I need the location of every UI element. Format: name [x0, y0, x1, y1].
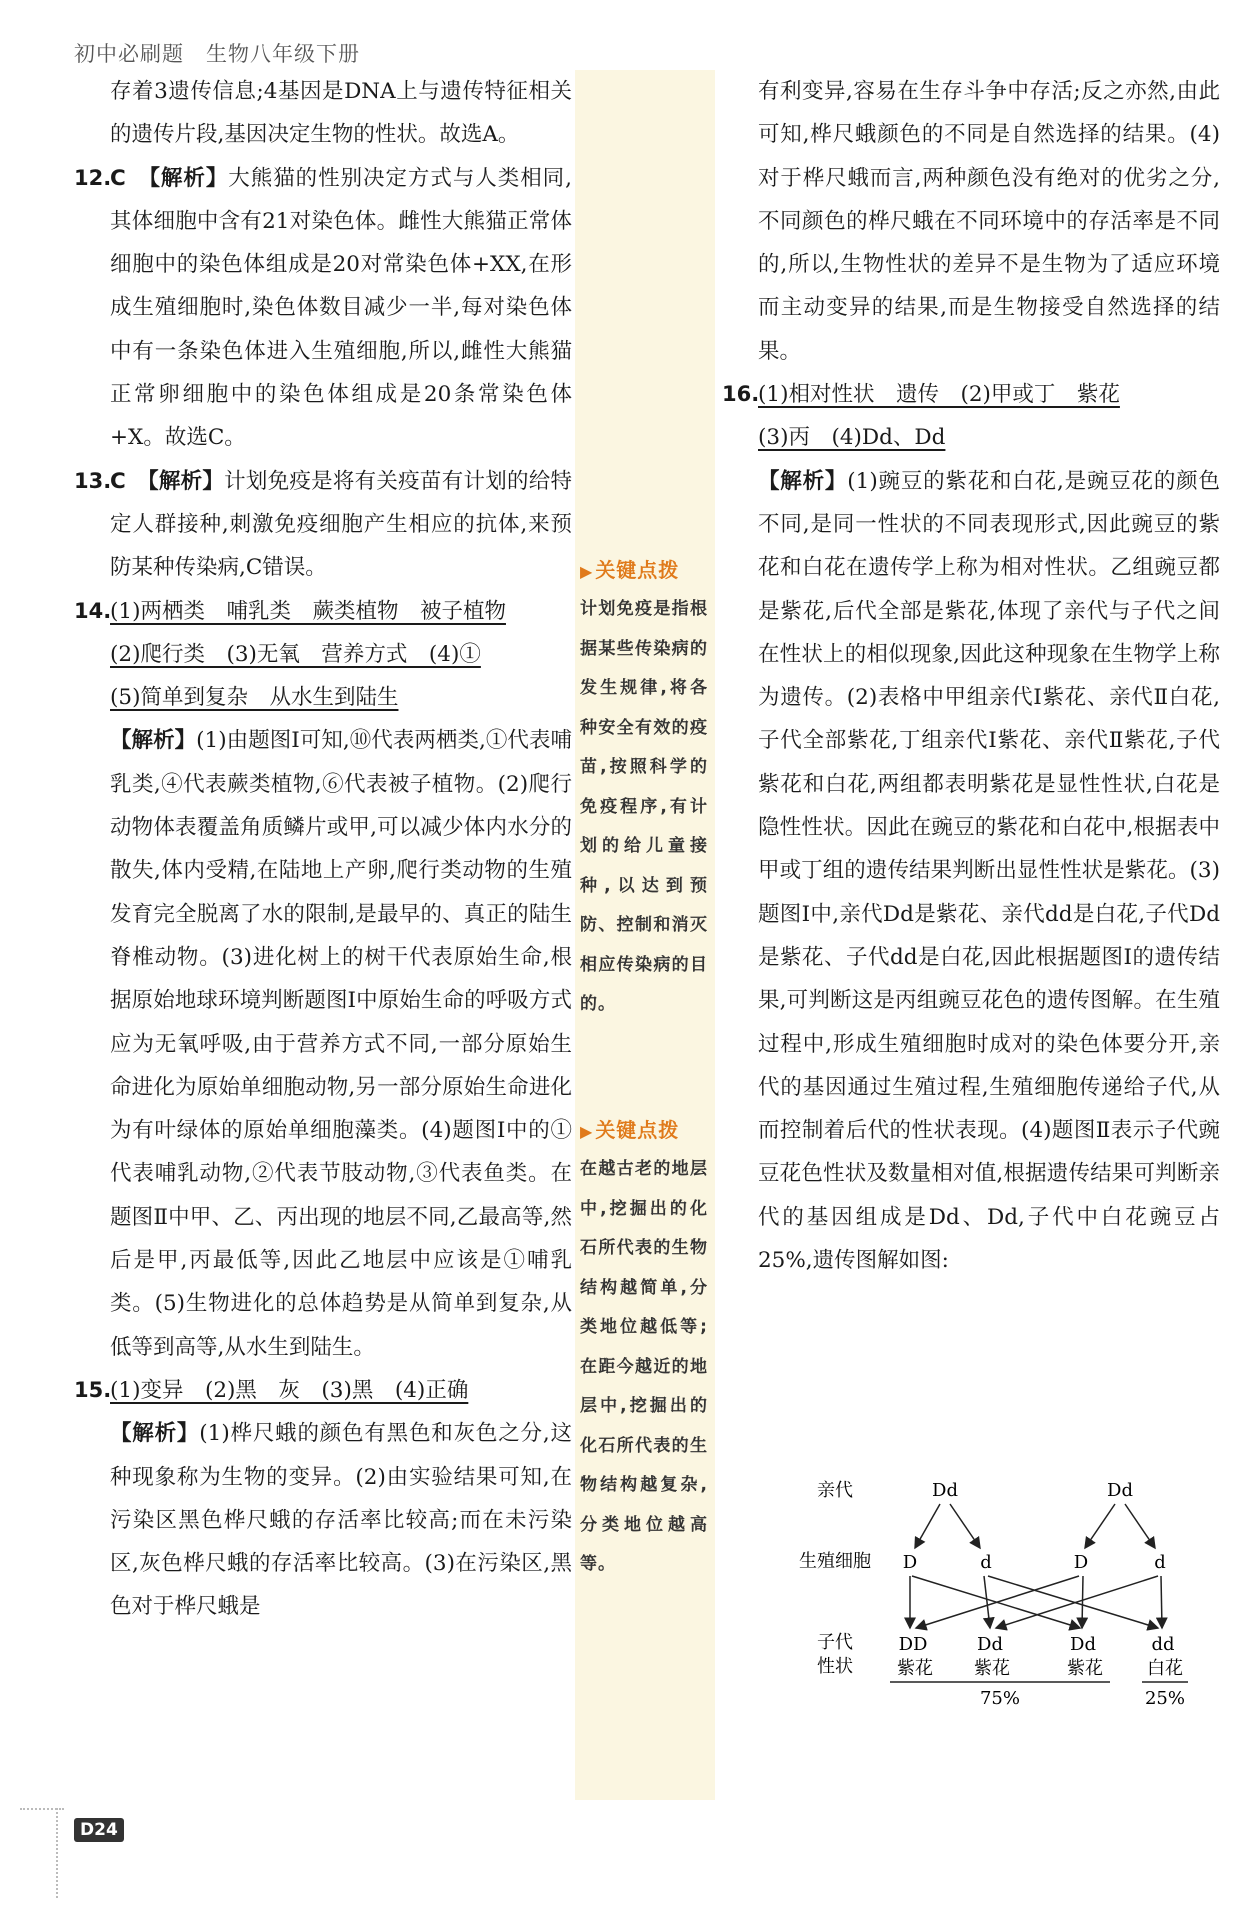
continuation-text: 存着3遗传信息;4基因是DNA上与遗传特征相关的遗传片段,基因决定生物的性状。故选A。 [110, 79, 572, 148]
offspring-trait-3: 紫花 [1067, 1658, 1103, 1679]
answer-line-1: (1)两栖类 哺乳类 蕨类植物 被子植物 [110, 598, 506, 624]
answer-line: (1)变异 (2)黑 灰 (3)黑 (4)正确 [110, 1377, 469, 1403]
answer-line-2: (3)丙 (4)Dd、Dd [758, 425, 946, 451]
offspring-trait-1: 紫花 [897, 1658, 933, 1679]
label-gamete: 生殖细胞 [799, 1551, 871, 1572]
answer-line-3: (5)简单到复杂 从水生到陆生 [110, 685, 399, 711]
analysis-tag: 【解析】 [110, 728, 197, 754]
label-offspring: 子代 [817, 1632, 853, 1653]
white-percent: 25% [1144, 1688, 1186, 1709]
answer: C [110, 165, 126, 191]
purple-percent: 75% [979, 1688, 1021, 1709]
question-14 [74, 590, 572, 1369]
dotted-corner [56, 1808, 58, 1898]
triangle-arrow-icon: ▶ [580, 562, 594, 581]
arrow [1125, 1504, 1155, 1548]
continuation-text: 有利变异,容易在生存斗争中存活;反之亦然,由此可知,桦尺蛾颜色的不同是自然选择的结果。(4)对于桦尺蛾而言,两种颜色没有绝对的优劣之分,不同颜色的桦尺蛾在不同环境中的存活率是不同的,所以,生物性状的差异不是生物为了适应环境而主动变异的结果,而是生物接受自然选择的结果。 [758, 79, 1220, 364]
question-number: 12. [74, 165, 112, 190]
parent-genotype-2: Dd [1107, 1480, 1133, 1501]
gamete-2: d [980, 1552, 992, 1573]
analysis-tag: 【解析】 [110, 1421, 200, 1447]
gamete-1: D [902, 1552, 918, 1573]
arrow [1085, 1504, 1115, 1548]
key-point-title: 关键点拨 [595, 558, 680, 582]
left-column [74, 70, 572, 1629]
arrow [950, 1504, 980, 1548]
page-number: D24 [74, 1818, 124, 1842]
gamete-3: D [1073, 1552, 1089, 1573]
parent-genotype-1: Dd [932, 1480, 958, 1501]
analysis-tag: 【解析】 [758, 468, 848, 494]
offspring-trait-4: 白花 [1147, 1658, 1183, 1679]
analysis-text: 大熊猫的性别决定方式与人类相同,其体细胞中含有21对染色体。雌性大熊猫正常体细胞中的染色体组成是20对常染色体+XX,在形成生殖细胞时,染色体数目减少一半,每对染色体中有一条染色体进入生殖细胞,所以,雌性大熊猫正常卵细胞中的染色体组成是20条常染色体+X。故选C。 [110, 165, 572, 451]
answer: C [110, 468, 126, 494]
analysis-text: 计划免疫是将有关疫苗有计划的给特定人群接种,刺激免疫细胞产生相应的抗体,来预防某种传染病,C错误。 [110, 468, 572, 581]
analysis-text: (1)由题图Ⅰ可知,⑩代表两栖类,①代表哺乳类,④代表蕨类植物,⑥代表被子植物。(2)爬行动物体表覆盖角质鳞片或甲,可以减少体内水分的散失,体内受精,在陆地上产卵,爬行类动物的生殖发育完全脱离了水的限制,是最早的、真正的陆生脊椎动物。(3)进化树上的树干代表原始生命,根据原始地球环境判断题图Ⅰ中原始生命的呼吸方式应为无氧呼吸,由于营养方式不同,一部分原始生命进化为原始单细胞动物,另一部分原始生命进化为有叶绿体的原始单细胞藻类。(4)题图Ⅰ中的①代表哺乳动物,②代表节肢动物,③代表鱼类。在题图Ⅱ中甲、乙、丙出现的地层不同,乙最高等,然后是甲,丙最低等,因此乙地层中应该是①哺乳类。(5)生物进化的总体趋势是从简单到复杂,从低等到高等,从水生到陆生。 [110, 728, 572, 1360]
offspring-trait-2: 紫花 [974, 1658, 1010, 1679]
key-point-box-2 [580, 1112, 708, 1585]
analysis-text: (1)豌豆的紫花和白花,是豌豆花的颜色不同,是同一性状的不同表现形式,因此豌豆的紫花和白花在遗传学上称为相对性状。乙组豌豆都是紫花,后代全部是紫花,体现了亲代与子代之间在性状上的相似现象,因此这种现象在生物学上称为遗传。(2)表格中甲组亲代Ⅰ紫花、亲代Ⅱ白花,子代全部紫花,丁组亲代Ⅰ紫花、亲代Ⅱ紫花,子代紫花和白花,两组都表明紫花是显性性状,白花是隐性性状。因此在豌豆的紫花和白花中,根据表中甲或丁组的遗传结果判断出显性性状是紫花。(3)题图Ⅰ中,亲代Dd是紫花、亲代dd是白花,子代Dd是紫花、子代dd是白花,因此根据题图Ⅰ的遗传结果,可判断这是丙组豌豆花色的遗传图解。在生殖过程中,形成生殖细胞时成对的染色体要分开,亲代的基因通过生殖过程,生殖细胞传递给子代,从而控制着后代的性状表现。(4)题图Ⅱ表示子代豌豆花色性状及数量相对值,根据遗传结果可判断亲代的基因组成是Dd、Dd,子代中白花豌豆占25%,遗传图解如图: [758, 468, 1220, 1274]
triangle-arrow-icon: ▶ [580, 1122, 594, 1141]
question-15 [74, 1369, 572, 1629]
key-point-box-1 [580, 552, 708, 1025]
question-16 [722, 373, 1220, 1282]
analysis-tag: 【解析】 [147, 468, 225, 494]
question-number: 16. [722, 382, 760, 407]
offspring-genotype-4: dd [1151, 1634, 1175, 1655]
right-column [722, 70, 1220, 1282]
question-number: 15. [74, 1377, 112, 1402]
analysis-text: (1)桦尺蛾的颜色有黑色和灰色之分,这种现象称为生物的变异。(2)由实验结果可知,在污染区黑色桦尺蛾的存活率比较高;而在未污染区,灰色桦尺蛾的存活率比较高。(3)在污染区,黑色对于桦尺蛾是 [110, 1421, 572, 1620]
analysis-tag: 【解析】 [149, 165, 229, 191]
answer-line-2: (2)爬行类 (3)无氧 营养方式 (4)① [110, 641, 481, 667]
key-point-text: 计划免疫是指根据某些传染病的发生规律,将各种安全有效的疫苗,按照科学的免疫程序,有计划的给儿童接种,以达到预防、控制和消灭相应传染病的目的。 [580, 599, 708, 1014]
question-12 [74, 157, 572, 460]
arrow [915, 1504, 940, 1548]
offspring-genotype-3: Dd [1070, 1634, 1096, 1655]
offspring-genotype-2: Dd [977, 1634, 1003, 1655]
question-number: 13. [74, 468, 112, 493]
key-point-title: 关键点拨 [595, 1118, 680, 1142]
offspring-genotype-1: DD [898, 1634, 928, 1655]
gamete-4: d [1154, 1552, 1166, 1573]
running-header: 初中必刷题 生物八年级下册 [74, 42, 360, 66]
question-13 [74, 460, 572, 590]
genetic-cross-diagram [780, 1470, 1220, 1720]
label-trait: 性状 [817, 1656, 853, 1677]
label-parent: 亲代 [817, 1480, 853, 1501]
answer-line-1: (1)相对性状 遗传 (2)甲或丁 紫花 [758, 382, 1120, 408]
question-number: 14. [74, 598, 112, 623]
key-point-text: 在越古老的地层中,挖掘出的化石所代表的生物结构越简单,分类地位越低等;在距今越近的地层中,挖掘出的化石所代表的生物结构越复杂,分类地位越高等。 [580, 1159, 708, 1574]
